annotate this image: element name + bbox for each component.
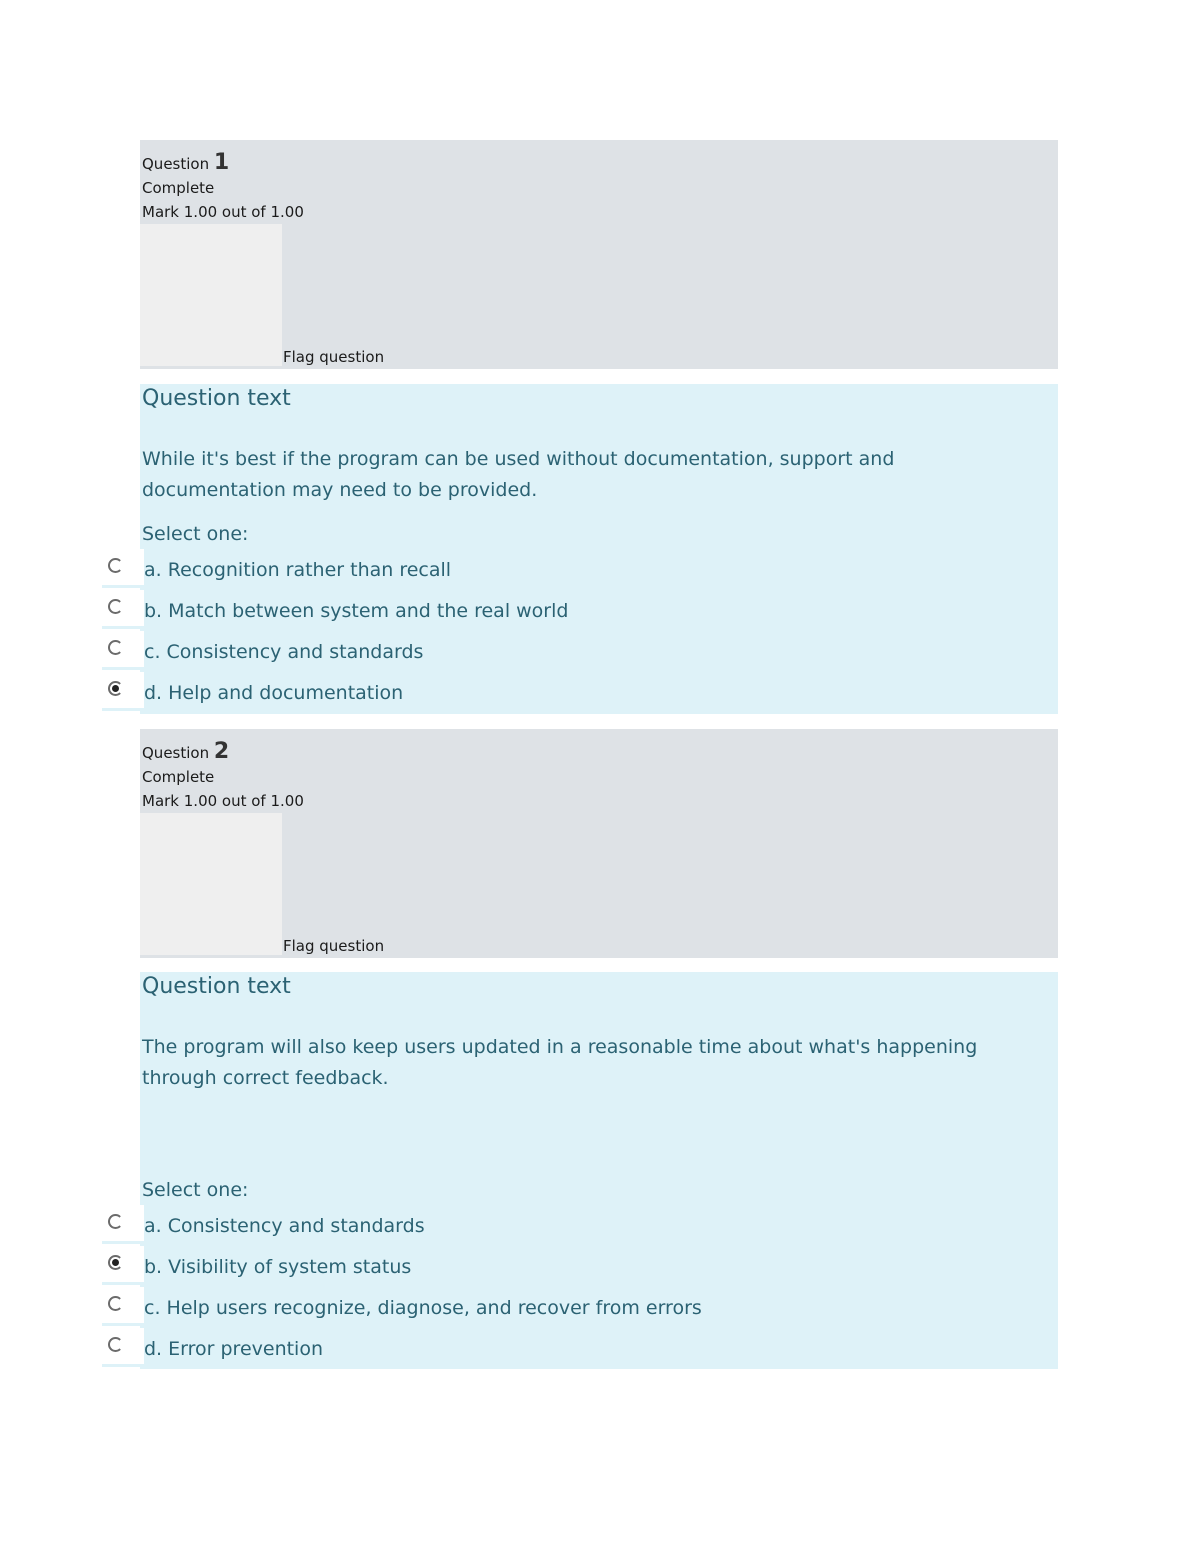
flag-icon[interactable] [140, 813, 282, 955]
radio-cell [102, 1246, 144, 1285]
question-1-content [140, 384, 1058, 714]
answer-option[interactable] [102, 590, 702, 629]
radio-cell [102, 590, 144, 629]
flag-question-link[interactable]: Flag question [283, 348, 385, 366]
answer-label[interactable]: b. Visibility of system status [144, 1256, 412, 1278]
flag-icon[interactable] [140, 224, 282, 366]
question-number [142, 150, 229, 175]
question-grade: Mark 1.00 out of 1.00 [142, 792, 304, 810]
radio-button-selected[interactable] [108, 681, 123, 696]
question-grade: Mark 1.00 out of 1.00 [142, 203, 304, 221]
select-one-prompt: Select one: [142, 523, 249, 545]
radio-button[interactable] [108, 640, 123, 655]
question-number-value: 1 [213, 150, 230, 175]
flag-question-link[interactable]: Flag question [283, 937, 385, 955]
question-text: The program will also keep users updated in a reasonable time about what's happening through correct feedback. [142, 1036, 978, 1089]
radio-button[interactable] [108, 1296, 123, 1311]
question-number [142, 739, 229, 764]
answer-label[interactable]: b. Match between system and the real world [144, 600, 569, 622]
radio-cell [102, 1287, 144, 1326]
answer-option[interactable] [102, 549, 702, 588]
question-text-heading: Question text [142, 974, 291, 999]
answer-option[interactable] [102, 631, 702, 670]
radio-cell [102, 672, 144, 711]
answer-label[interactable]: d. Help and documentation [144, 682, 404, 704]
question-state: Complete [142, 768, 215, 786]
radio-button-selected[interactable] [108, 1255, 123, 1270]
question-text-heading: Question text [142, 386, 291, 411]
question-2-content [140, 972, 1058, 1369]
question-1-info [140, 140, 1058, 369]
radio-button[interactable] [108, 599, 123, 614]
radio-button[interactable] [108, 558, 123, 573]
answer-label[interactable]: d. Error prevention [144, 1338, 324, 1360]
question-label: Question [142, 744, 210, 762]
answer-option[interactable] [102, 1246, 702, 1285]
question-number-value: 2 [213, 739, 230, 764]
answer-label[interactable]: a. Recognition rather than recall [144, 559, 452, 581]
answer-option[interactable] [102, 672, 702, 711]
answer-label[interactable]: c. Consistency and standards [144, 641, 424, 663]
question-text: While it's best if the program can be used without documentation, support and documentation may need to be provided. [142, 448, 895, 501]
radio-cell [102, 1205, 144, 1244]
answer-option[interactable] [102, 1328, 702, 1367]
radio-button[interactable] [108, 1214, 123, 1229]
question-2-info [140, 729, 1058, 958]
radio-cell [102, 549, 144, 588]
answer-option[interactable] [102, 1205, 702, 1244]
question-label: Question [142, 155, 210, 173]
answer-label[interactable]: c. Help users recognize, diagnose, and recover from errors [144, 1297, 702, 1319]
radio-cell [102, 631, 144, 670]
radio-button[interactable] [108, 1337, 123, 1352]
answer-label[interactable]: a. Consistency and standards [144, 1215, 425, 1237]
select-one-prompt: Select one: [142, 1179, 249, 1201]
radio-cell [102, 1328, 144, 1367]
answer-option[interactable] [102, 1287, 702, 1326]
question-state: Complete [142, 179, 215, 197]
